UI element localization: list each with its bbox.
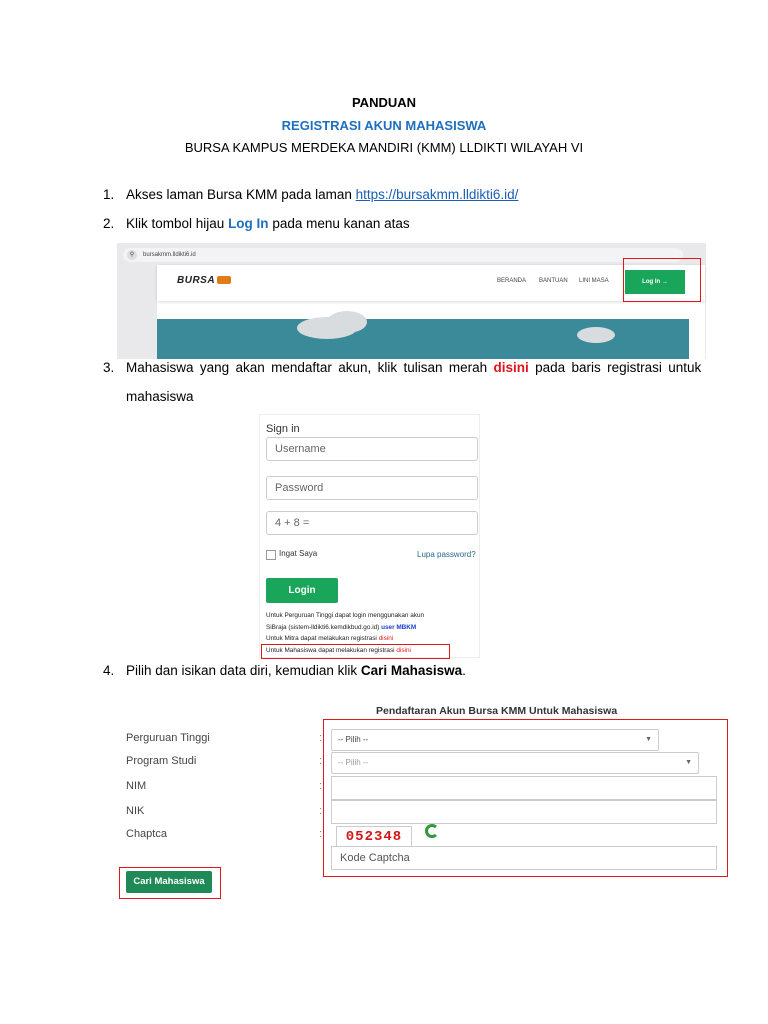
nav-beranda[interactable]: BERANDA	[497, 278, 527, 284]
step-highlight: Cari Mahasiswa	[360, 663, 463, 678]
step-text: Akses laman Bursa KMM pada laman	[126, 187, 356, 202]
label-program-studi: Program Studi	[126, 755, 197, 767]
step-text: Pilih dan isikan data diri, kemudian klik	[126, 663, 361, 678]
login-button[interactable]: Login	[266, 578, 338, 603]
mbkm-link[interactable]: user MBKM	[381, 624, 417, 631]
cari-mahasiswa-button[interactable]: Cari Mahasiswa	[126, 871, 212, 893]
hero-banner	[157, 319, 689, 359]
step-text: Klik tombol hijau	[126, 216, 229, 231]
address-bar	[123, 248, 683, 262]
label-perguruan-tinggi: Perguruan Tinggi	[126, 732, 210, 744]
chevron-down-icon: ▼	[685, 759, 692, 766]
step-text-end: pada menu kanan atas	[268, 216, 410, 231]
screenshot-registration-form: Pendaftaran Akun Bursa KMM Untuk Mahasiswa Perguruan Tinggi : -- Pilih -- ▼ Program Studi : -- Pilih -- ▼ NIM : NIK : Chaptca : 052348 Kode Captcha Cari Mahasiswa	[114, 695, 730, 905]
login-button[interactable]: Log In →	[625, 270, 685, 294]
label-nim: NIM	[126, 780, 147, 792]
chevron-down-icon: ▼	[645, 736, 652, 743]
cloud-shape	[577, 327, 615, 343]
doc-subtitle: REGISTRASI AKUN MAHASISWA	[281, 118, 487, 133]
screenshot-signin	[259, 414, 480, 658]
info-line: SiBraja (sistem-lldikti6.kemdikbud.go.id) user MBKM	[266, 624, 417, 631]
password-input[interactable]: Password	[266, 476, 478, 500]
mitra-register-link[interactable]: disini	[378, 635, 394, 642]
highlight-box	[623, 258, 701, 302]
step-highlight: disini	[493, 360, 529, 375]
site-info-icon: ⚲	[127, 250, 137, 260]
remember-label: Ingat Saya	[279, 549, 318, 558]
signin-title: Sign in	[266, 423, 300, 435]
step-text-end: pada baris registrasi untuk	[528, 360, 702, 375]
highlight-box	[261, 644, 450, 659]
step-number: 3.	[103, 360, 115, 375]
step-number: 4.	[103, 663, 115, 678]
step-number: 2.	[103, 216, 115, 231]
step-number: 1.	[103, 187, 115, 202]
forgot-password-link[interactable]: Lupa password?	[417, 550, 476, 559]
url-text: bursakmm.lldikti6.id	[143, 252, 196, 258]
remember-checkbox[interactable]	[266, 550, 276, 560]
step-text: Mahasiswa yang akan mendaftar akun, klik tulisan merah	[126, 360, 494, 375]
doc-title: PANDUAN	[351, 95, 417, 110]
info-line: Untuk Perguruan Tinggi dapat login menggunakan akun	[266, 612, 425, 619]
captcha-code-input[interactable]: Kode Captcha	[331, 846, 717, 870]
highlight-box	[323, 719, 728, 877]
bursa-logo: BURSA	[177, 275, 231, 286]
select-perguruan-tinggi[interactable]: -- Pilih -- ▼	[331, 729, 659, 751]
label-captcha: Chaptca	[126, 828, 167, 840]
step-highlight: Log In	[228, 216, 269, 231]
step-text-cont: mahasiswa	[126, 389, 194, 404]
label-nik: NIK	[126, 805, 145, 817]
info-line: Untuk Mahasiswa dapat melakukan registrasi disini	[266, 647, 411, 654]
step-text-end: .	[462, 663, 466, 678]
info-line: Untuk Mitra dapat melakukan registrasi disini	[266, 635, 394, 642]
captcha-image: 052348	[336, 826, 412, 848]
doc-subtitle-2: BURSA KAMPUS MERDEKA MANDIRI (KMM) LLDIKTI WILAYAH VI	[184, 140, 584, 155]
select-program-studi[interactable]: -- Pilih -- ▼	[331, 752, 699, 774]
nav-lini-masa[interactable]: LINI MASA	[579, 278, 609, 284]
captcha-input[interactable]: 4 + 8 =	[266, 511, 478, 535]
nav-bantuan[interactable]: BANTUAN	[539, 278, 568, 284]
cloud-shape	[327, 311, 367, 333]
form-title: Pendaftaran Akun Bursa KMM Untuk Mahasiswa	[376, 705, 618, 717]
mahasiswa-register-link[interactable]: disini	[396, 647, 411, 654]
bursa-link[interactable]: https://bursakmm.lldikti6.id/	[355, 187, 519, 202]
username-input[interactable]: Username	[266, 437, 478, 461]
highlight-box	[119, 867, 221, 899]
screenshot-homepage	[117, 243, 706, 359]
